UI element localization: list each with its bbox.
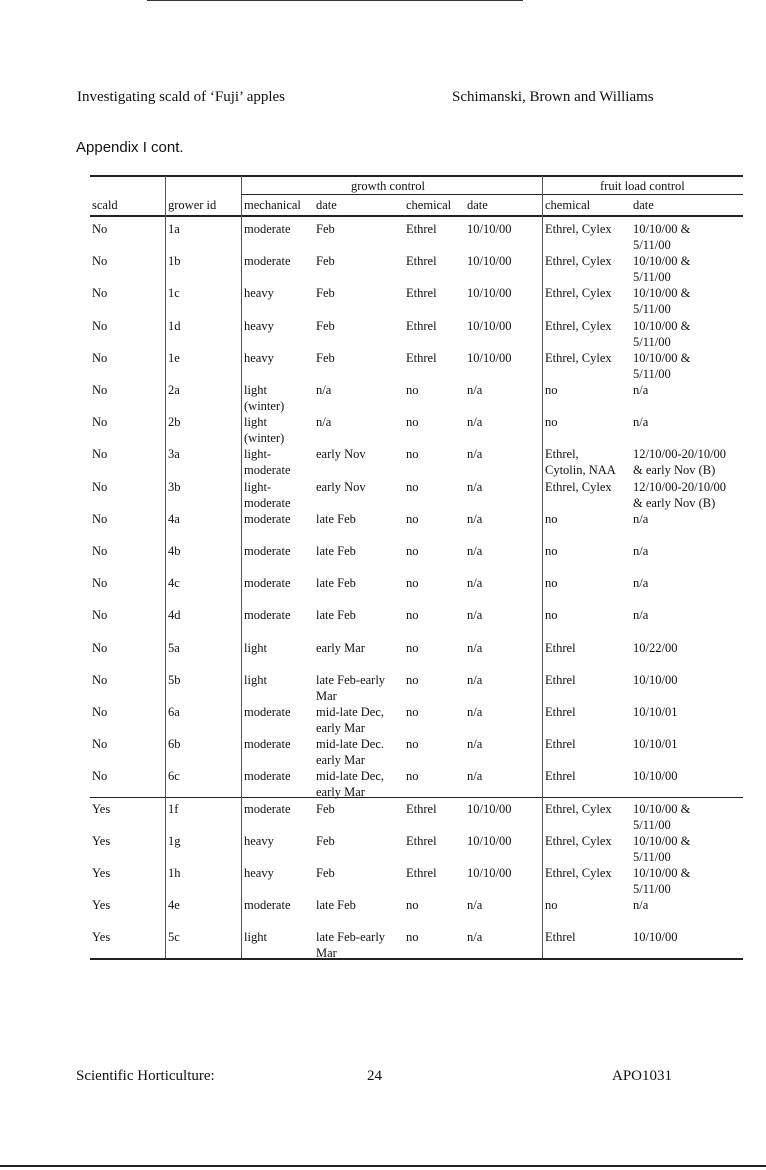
table-cell-growth-chemical-date: n/a: [467, 673, 483, 687]
table-cell-growth-date: late Feb-early Mar: [316, 930, 386, 960]
column-divider: [165, 176, 166, 958]
table-cell-growth-chemical: no: [406, 447, 419, 461]
table-cell-growth-chemical-date: n/a: [467, 383, 483, 397]
table-cell-growth-date: early Nov: [316, 447, 366, 461]
table-cell-growth-chemical: no: [406, 480, 419, 494]
table-cell-grower-id: 3a: [168, 447, 180, 461]
table-cell-grower-id: 5c: [168, 930, 180, 944]
table-cell-fruit-date: n/a: [633, 383, 649, 397]
table-cell-mechanical: light: [244, 930, 267, 944]
table-cell-growth-chemical: no: [406, 512, 419, 526]
table-cell-growth-chemical-date: 10/10/00: [467, 802, 512, 816]
table-top-rule: [90, 175, 743, 177]
table-cell-growth-chemical: no: [406, 769, 419, 783]
table-cell-growth-chemical: no: [406, 673, 419, 687]
table-cell-grower-id: 1c: [168, 286, 180, 300]
table-cell-growth-chemical: no: [406, 576, 419, 590]
table-cell-growth-chemical: no: [406, 705, 419, 719]
table-cell-grower-id: 1b: [168, 254, 181, 268]
table-cell-scald: No: [92, 544, 108, 558]
table-cell-growth-date: late Feb: [316, 576, 356, 590]
table-cell-fruit-date: 10/22/00: [633, 641, 678, 655]
footer-code: APO1031: [612, 1068, 673, 1084]
table-cell-growth-chemical-date: 10/10/00: [467, 866, 512, 880]
table-cell-fruit-chemical: no: [545, 898, 558, 912]
running-header-authors: Schimanski, Brown and Williams: [452, 89, 654, 105]
table-cell-scald: No: [92, 705, 108, 719]
table-cell-mechanical: moderate: [244, 512, 291, 526]
table-cell-grower-id: 6c: [168, 769, 180, 783]
table-cell-growth-date: mid-late Dec, early Mar: [316, 769, 385, 799]
table-cell-growth-date: Feb: [316, 286, 335, 300]
table-cell-growth-chemical-date: 10/10/00: [467, 286, 512, 300]
table-cell-mechanical: light- moderate: [244, 447, 291, 477]
table-cell-growth-date: Feb: [316, 834, 335, 848]
table-cell-fruit-date: 10/10/00: [633, 673, 678, 687]
table-cell-fruit-chemical: Ethrel: [545, 737, 576, 751]
table-cell-mechanical: heavy: [244, 286, 274, 300]
table-cell-growth-chemical: Ethrel: [406, 866, 437, 880]
table-cell-fruit-chemical: Ethrel, Cylex: [545, 802, 612, 816]
table-cell-growth-date: late Feb: [316, 608, 356, 622]
table-cell-grower-id: 5a: [168, 641, 180, 655]
table-cell-growth-date: late Feb: [316, 512, 356, 526]
table-cell-scald: No: [92, 319, 108, 333]
table-cell-scald: Yes: [92, 866, 111, 880]
table-cell-scald: No: [92, 737, 108, 751]
table-cell-grower-id: 2b: [168, 415, 181, 429]
table-cell-mechanical: moderate: [244, 737, 291, 751]
table-cell-growth-date: n/a: [316, 415, 332, 429]
scald-yes-divider: [90, 797, 743, 798]
table-cell-fruit-date: 10/10/00 & 5/11/00: [633, 802, 691, 832]
table-cell-growth-chemical-date: n/a: [467, 705, 483, 719]
table-cell-grower-id: 1a: [168, 222, 180, 236]
table-cell-growth-chemical-date: n/a: [467, 576, 483, 590]
table-cell-mechanical: heavy: [244, 834, 274, 848]
column-header-rule: [90, 215, 743, 217]
table-cell-growth-chemical-date: n/a: [467, 447, 483, 461]
table-cell-fruit-chemical: Ethrel, Cylex: [545, 286, 612, 300]
table-cell-grower-id: 2a: [168, 383, 180, 397]
table-cell-fruit-chemical: no: [545, 415, 558, 429]
table-cell-grower-id: 3b: [168, 480, 181, 494]
table-cell-fruit-date: 10/10/01: [633, 705, 678, 719]
footer-page-number: 24: [367, 1068, 382, 1084]
table-cell-growth-date: mid-late Dec, early Mar: [316, 705, 385, 735]
table-cell-growth-chemical: Ethrel: [406, 286, 437, 300]
table-cell-growth-date: late Feb: [316, 544, 356, 558]
table-cell-growth-date: Feb: [316, 802, 335, 816]
table-cell-mechanical: moderate: [244, 576, 291, 590]
table-cell-growth-chemical: no: [406, 930, 419, 944]
table-cell-scald: No: [92, 576, 108, 590]
table-cell-growth-chemical-date: n/a: [467, 930, 483, 944]
table-cell-growth-date: Feb: [316, 319, 335, 333]
table-cell-mechanical: moderate: [244, 608, 291, 622]
table-cell-growth-date: late Feb: [316, 898, 356, 912]
table-cell-growth-chemical: no: [406, 608, 419, 622]
section-title: Appendix I cont.: [76, 139, 184, 156]
table-cell-scald: No: [92, 222, 108, 236]
table-cell-scald: Yes: [92, 930, 111, 944]
table-cell-growth-chemical-date: n/a: [467, 544, 483, 558]
table-cell-growth-date: Feb: [316, 222, 335, 236]
table-cell-growth-date: mid-late Dec. early Mar: [316, 737, 385, 767]
table-cell-fruit-date: 10/10/00 & 5/11/00: [633, 351, 691, 381]
table-cell-mechanical: light: [244, 673, 267, 687]
table-cell-fruit-chemical: no: [545, 512, 558, 526]
table-cell-growth-chemical: Ethrel: [406, 222, 437, 236]
table-cell-growth-chemical: no: [406, 415, 419, 429]
table-cell-growth-chemical: no: [406, 898, 419, 912]
table-cell-fruit-chemical: Ethrel, Cylex: [545, 222, 612, 236]
table-cell-fruit-chemical: Ethrel: [545, 641, 576, 655]
table-cell-fruit-chemical: Ethrel, Cylex: [545, 866, 612, 880]
table-cell-fruit-chemical: no: [545, 576, 558, 590]
table-cell-mechanical: heavy: [244, 351, 274, 365]
table-cell-scald: No: [92, 254, 108, 268]
table-cell-fruit-chemical: Ethrel: [545, 673, 576, 687]
group-header-rule: [241, 194, 743, 195]
table-cell-growth-date: Feb: [316, 351, 335, 365]
table-cell-mechanical: light (winter): [244, 415, 285, 445]
table-cell-grower-id: 5b: [168, 673, 181, 687]
table-cell-mechanical: heavy: [244, 866, 274, 880]
table-cell-mechanical: moderate: [244, 544, 291, 558]
footer-journal: Scientific Horticulture:: [76, 1068, 215, 1084]
table-cell-scald: No: [92, 512, 108, 526]
table-cell-fruit-date: 12/10/00-20/10/00 & early Nov (B): [633, 480, 727, 510]
table-cell-fruit-chemical: Ethrel: [545, 930, 576, 944]
table-cell-growth-date: early Nov: [316, 480, 366, 494]
table-cell-scald: No: [92, 415, 108, 429]
table-cell-growth-chemical: Ethrel: [406, 351, 437, 365]
table-cell-fruit-chemical: Ethrel, Cylex: [545, 834, 612, 848]
table-cell-grower-id: 6a: [168, 705, 180, 719]
table-cell-growth-chemical-date: n/a: [467, 641, 483, 655]
table-cell-fruit-chemical: no: [545, 383, 558, 397]
table-cell-fruit-date: 12/10/00-20/10/00 & early Nov (B): [633, 447, 727, 477]
table-cell-fruit-date: 10/10/01: [633, 737, 678, 751]
table-cell-fruit-date: n/a: [633, 576, 649, 590]
table-cell-mechanical: moderate: [244, 705, 291, 719]
table-cell-fruit-chemical: no: [545, 608, 558, 622]
running-header-title: Investigating scald of ‘Fuji’ apples: [77, 89, 286, 105]
table-cell-grower-id: 1e: [168, 351, 180, 365]
table-cell-growth-date: Feb: [316, 254, 335, 268]
column-header-fruit-chemical: chemical: [545, 198, 591, 212]
column-header-growth-chemical: chemical: [406, 198, 452, 212]
table-cell-grower-id: 1h: [168, 866, 181, 880]
table-cell-growth-chemical: no: [406, 383, 419, 397]
table-cell-scald: Yes: [92, 834, 111, 848]
table-cell-growth-chemical-date: 10/10/00: [467, 834, 512, 848]
table-cell-mechanical: moderate: [244, 898, 291, 912]
table-cell-mechanical: moderate: [244, 254, 291, 268]
table-cell-fruit-date: 10/10/00 & 5/11/00: [633, 319, 691, 349]
table-cell-fruit-date: n/a: [633, 512, 649, 526]
table-cell-scald: No: [92, 641, 108, 655]
table-cell-growth-chemical: no: [406, 737, 419, 751]
table-cell-mechanical: heavy: [244, 319, 274, 333]
table-cell-grower-id: 1d: [168, 319, 181, 333]
table-cell-scald: No: [92, 673, 108, 687]
table-cell-growth-chemical: Ethrel: [406, 319, 437, 333]
table-cell-scald: No: [92, 286, 108, 300]
table-cell-mechanical: moderate: [244, 769, 291, 783]
table-cell-grower-id: 4e: [168, 898, 180, 912]
table-cell-scald: No: [92, 608, 108, 622]
table-cell-fruit-date: 10/10/00: [633, 930, 678, 944]
table-cell-growth-chemical-date: n/a: [467, 480, 483, 494]
table-cell-fruit-date: 10/10/00 & 5/11/00: [633, 866, 691, 896]
table-cell-fruit-chemical: Ethrel, Cylex: [545, 480, 612, 494]
table-cell-growth-chemical: Ethrel: [406, 802, 437, 816]
table-cell-mechanical: moderate: [244, 222, 291, 236]
table-cell-fruit-chemical: Ethrel: [545, 769, 576, 783]
table-cell-grower-id: 1g: [168, 834, 181, 848]
table-cell-fruit-date: n/a: [633, 415, 649, 429]
table-cell-growth-chemical: Ethrel: [406, 254, 437, 268]
table-cell-fruit-chemical: Ethrel: [545, 705, 576, 719]
table-cell-fruit-date: 10/10/00 & 5/11/00: [633, 222, 691, 252]
table-cell-fruit-date: n/a: [633, 608, 649, 622]
column-divider: [542, 176, 543, 958]
table-cell-scald: No: [92, 769, 108, 783]
table-cell-growth-chemical-date: n/a: [467, 608, 483, 622]
table-cell-mechanical: moderate: [244, 802, 291, 816]
column-divider: [241, 176, 242, 958]
column-header-growth-date: date: [316, 198, 337, 212]
column-header-grower-id: grower id: [168, 198, 217, 212]
table-cell-fruit-date: 10/10/00 & 5/11/00: [633, 834, 691, 864]
table-cell-scald: No: [92, 447, 108, 461]
table-cell-grower-id: 1f: [168, 802, 179, 816]
table-bottom-rule: [90, 958, 743, 960]
table-cell-fruit-date: n/a: [633, 544, 649, 558]
table-cell-scald: No: [92, 480, 108, 494]
table-cell-growth-date: late Feb-early Mar: [316, 673, 386, 703]
table-cell-fruit-chemical: Ethrel, Cytolin, NAA: [545, 447, 616, 477]
table-cell-fruit-date: n/a: [633, 898, 649, 912]
table-cell-mechanical: light- moderate: [244, 480, 291, 510]
table-cell-grower-id: 4c: [168, 576, 180, 590]
column-header-scald: scald: [92, 198, 118, 212]
table-cell-growth-chemical-date: 10/10/00: [467, 319, 512, 333]
table-cell-mechanical: light (winter): [244, 383, 285, 413]
table-cell-fruit-date: 10/10/00: [633, 769, 678, 783]
table-cell-grower-id: 4b: [168, 544, 181, 558]
table-cell-fruit-chemical: no: [545, 544, 558, 558]
table-cell-growth-chemical: no: [406, 641, 419, 655]
growth-control-header: growth control: [351, 179, 425, 193]
column-header-mechanical: mechanical: [244, 198, 301, 212]
table-cell-fruit-date: 10/10/00 & 5/11/00: [633, 286, 691, 316]
table-cell-scald: Yes: [92, 898, 111, 912]
table-cell-growth-chemical: Ethrel: [406, 834, 437, 848]
table-cell-growth-chemical: no: [406, 544, 419, 558]
table-cell-growth-chemical-date: n/a: [467, 512, 483, 526]
table-cell-fruit-date: 10/10/00 & 5/11/00: [633, 254, 691, 284]
table-cell-growth-chemical-date: n/a: [467, 737, 483, 751]
table-cell-growth-date: early Mar: [316, 641, 365, 655]
top-rule: [147, 0, 523, 1]
table-cell-mechanical: light: [244, 641, 267, 655]
table-cell-growth-chemical-date: 10/10/00: [467, 351, 512, 365]
table-cell-growth-chemical-date: 10/10/00: [467, 222, 512, 236]
data-table: [90, 172, 743, 962]
table-cell-fruit-chemical: Ethrel, Cylex: [545, 319, 612, 333]
table-cell-growth-chemical-date: n/a: [467, 769, 483, 783]
table-cell-fruit-chemical: Ethrel, Cylex: [545, 351, 612, 365]
table-cell-scald: No: [92, 383, 108, 397]
table-cell-growth-chemical-date: 10/10/00: [467, 254, 512, 268]
fruit-load-control-header: fruit load control: [600, 179, 685, 193]
column-header-growth-chemical-date: date: [467, 198, 488, 212]
table-cell-grower-id: 6b: [168, 737, 181, 751]
column-header-fruit-date: date: [633, 198, 654, 212]
table-cell-grower-id: 4a: [168, 512, 180, 526]
table-cell-growth-date: n/a: [316, 383, 332, 397]
table-cell-scald: Yes: [92, 802, 111, 816]
table-cell-growth-chemical-date: n/a: [467, 898, 483, 912]
table-cell-scald: No: [92, 351, 108, 365]
table-cell-growth-chemical-date: n/a: [467, 415, 483, 429]
bottom-rule: [0, 1165, 766, 1167]
table-cell-grower-id: 4d: [168, 608, 181, 622]
table-cell-growth-date: Feb: [316, 866, 335, 880]
table-cell-fruit-chemical: Ethrel, Cylex: [545, 254, 612, 268]
